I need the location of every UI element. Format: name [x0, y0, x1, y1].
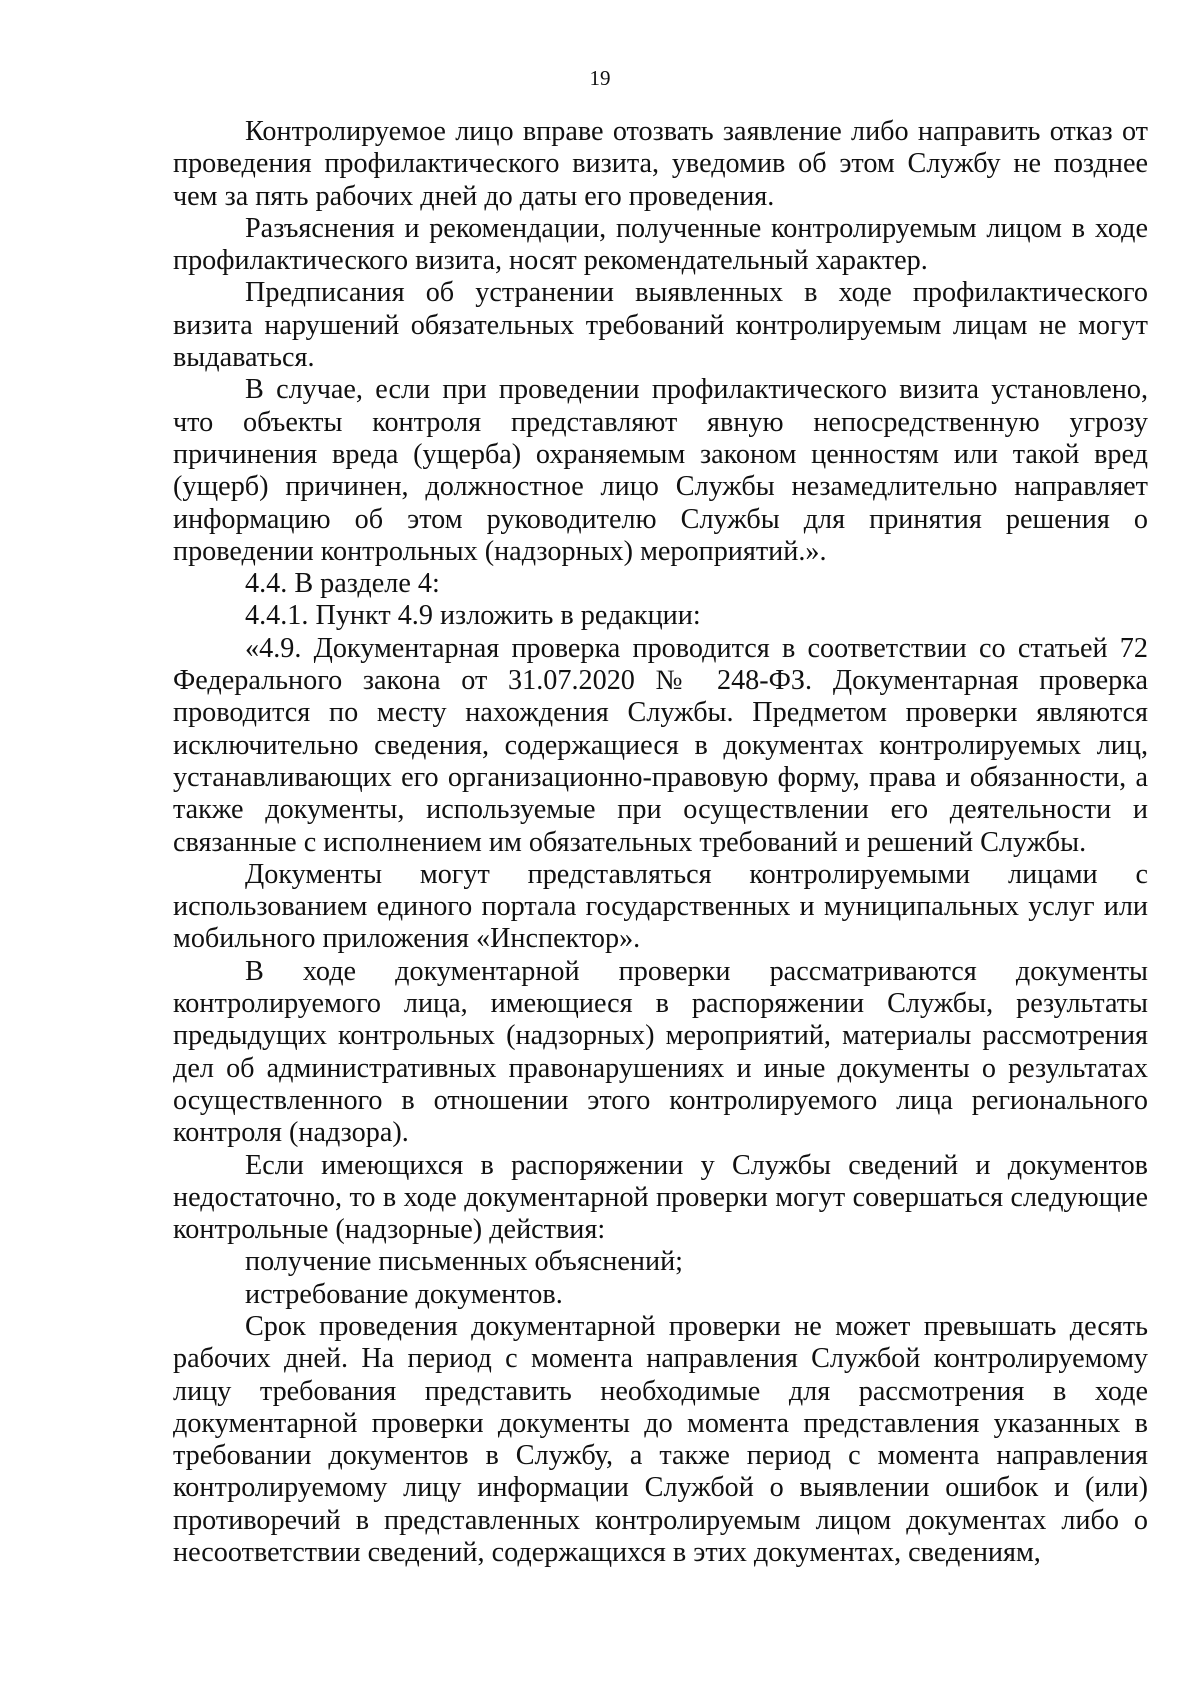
paragraph: Предписания об устранении выявленных в ходе профилактического визита нарушений обязательных требований контролируемым лицам не могут выдаваться.	[173, 277, 1148, 374]
page-number: 19	[589, 66, 611, 90]
subsection-heading: 4.4.1. Пункт 4.9 изложить в редакции:	[245, 600, 701, 632]
paragraph: Разъяснения и рекомендации, полученные контролируемым лицом в ходе профилактического визита, носят рекомендательный характер.	[173, 212, 1148, 277]
paragraph: Контролируемое лицо вправе отозвать заявление либо направить отказ от проведения профилактического визита, уведомив об этом Службу не позднее чем за пять рабочих дней до даты его проведения.	[173, 116, 1148, 212]
paragraph: В случае, если при проведении профилактического визита установлено, что объекты контроля представляют явную непосредственную угрозу причинения вреда (ущерба) охраняемым законом ценностям или такой вред (ущерб) причинен, должностное лицо Службы незамедлительно направляет информацию об этом руководителю Службы для принятия решения о проведении контрольных (надзорных) мероприятий.».	[173, 374, 1148, 567]
list-item: истребование документов.	[245, 1278, 563, 1310]
paragraph: Если имеющихся в распоряжении у Службы сведений и документов недостаточно, то в ходе документарной проверки могут совершаться следующие контрольные (надзорные) действия:	[173, 1149, 1148, 1246]
paragraph: В ходе документарной проверки рассматриваются документы контролируемого лица, имеющиеся в распоряжении Службы, результаты предыдущих контрольных (надзорных) мероприятий, материалы рассмотрения дел об административных правонарушениях и иные документы о результатах осуществленного в отношении этого контролируемого лица регионального контроля (надзора).	[173, 955, 1148, 1149]
list-item: получение письменных объяснений;	[245, 1246, 683, 1278]
section-heading: 4.4. В разделе 4:	[245, 568, 440, 600]
paragraph: «4.9. Документарная проверка проводится в соответствии со статьей 72 Федерального закона от 31.07.2020 № 248-ФЗ. Документарная проверка проводится по месту нахождения Службы. Предметом проверки являются исключительно сведения, содержащиеся в документах контролируемых лиц, устанавливающих его организационно-правовую форму, права и обязанности, а также документы, используемые при осуществлении его деятельности и связанные с исполнением им обязательных требований и решений Службы.	[173, 632, 1148, 858]
document-body	[173, 116, 1148, 1569]
paragraph: Срок проведения документарной проверки не может превышать десять рабочих дней. На период с момента направления Службой контролируемому лицу требования представить необходимые для рассмотрения в ходе документарной проверки документы до момента представления указанных в требовании документов в Службу, а также период с момента направления контролируемому лицу информации Службой о выявлении ошибок и (или) противоречий в представленных контролируемым лицом документах либо о несоответствии сведений, содержащихся в этих документах, сведениям,	[173, 1310, 1148, 1569]
paragraph: Документы могут представляться контролируемыми лицами с использованием единого портала государственных и муниципальных услуг или мобильного приложения «Инспектор».	[173, 858, 1148, 955]
